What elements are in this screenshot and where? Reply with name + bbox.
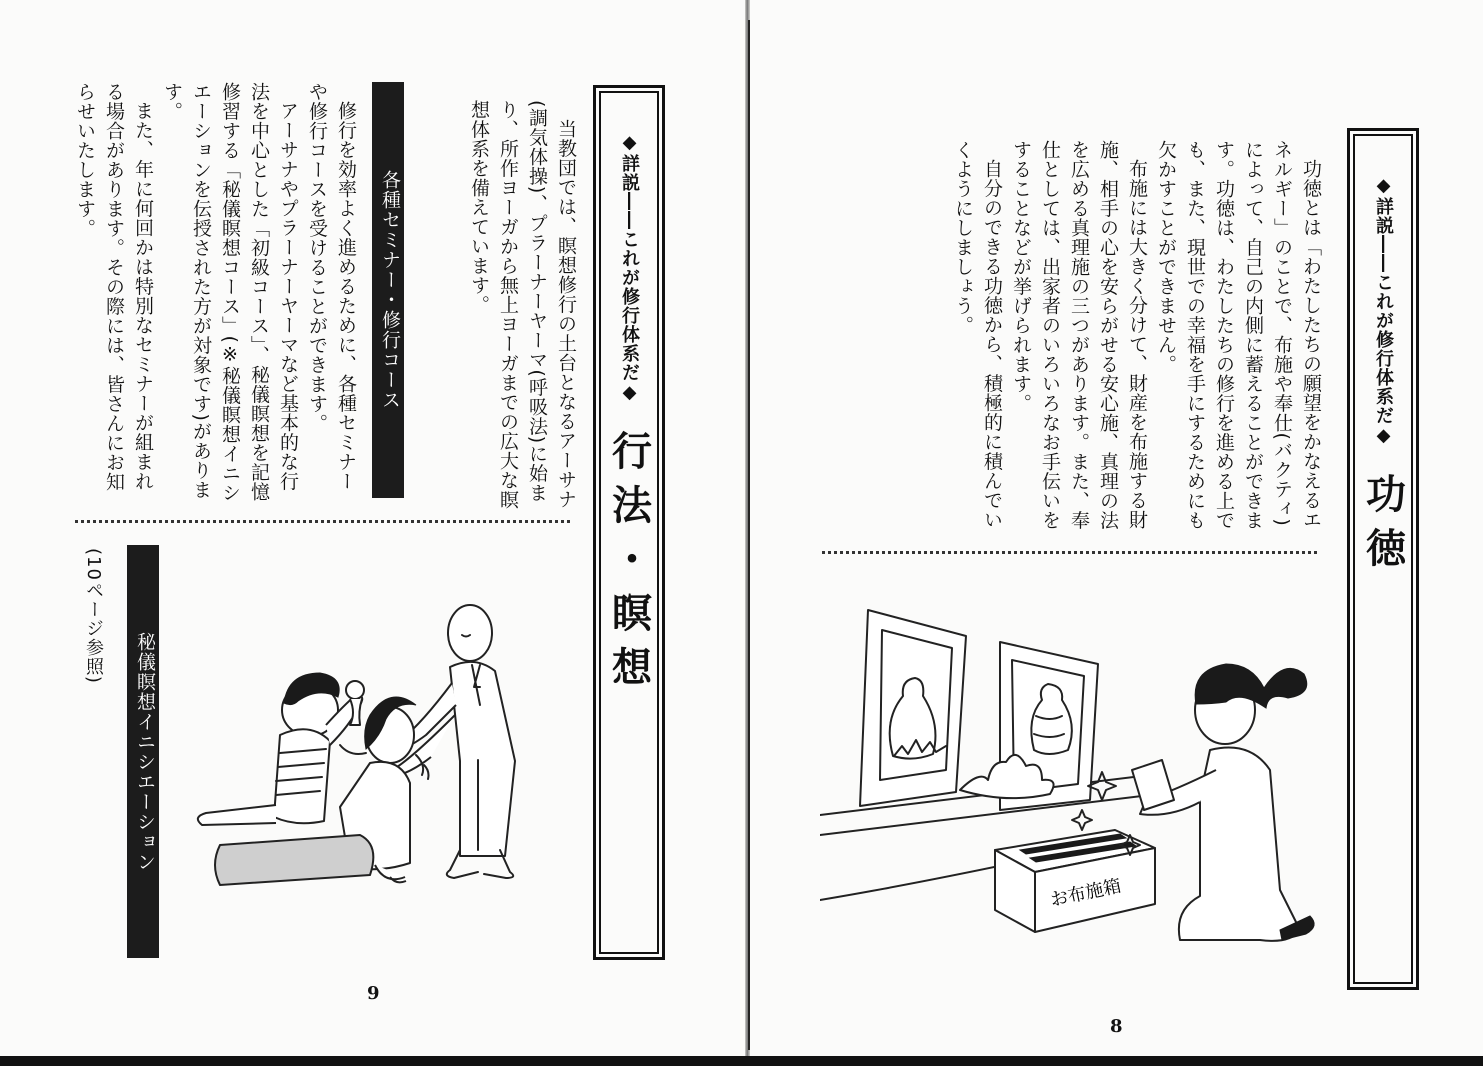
intro-paragraph: 当教団では、瞑想修行の土台となるアーサナ(調気体操)、プラーナーヤーマ(呼吸法)に始まり、所作ヨーガから無上ヨーガまでの広大な瞑想体系を備えています。 [468, 100, 577, 510]
seminar-text [74, 82, 360, 507]
altar-offering-illustration [820, 600, 1320, 950]
donation-box-label: お布施箱 [1048, 875, 1124, 912]
section-label-initiation: 秘儀瞑想イニシエーション [127, 545, 159, 958]
kudoku-text [952, 140, 1325, 540]
page-title: 行法・瞑想 [605, 430, 653, 700]
intro-text [440, 100, 580, 520]
seminar-paragraph-2: アーサナやプラーナーヤーマなど基本的な行法を中心とした「初級コース」、秘儀瞑想を記憶修習する「秘儀瞑想コース」(※秘儀瞑想イニシエーションを伝授された方が対象です)があります。 [161, 82, 299, 503]
page-title: 功徳 [1359, 473, 1407, 581]
page-8 [750, 0, 1483, 1066]
title-box-kudoku [1347, 128, 1419, 990]
title-subheading: ◆詳説――これが修行体系だ◆ [619, 132, 640, 404]
title-box-gyoho-meiso [593, 85, 665, 960]
title-subheading: ◆詳説――これが修行体系だ◆ [1373, 175, 1394, 447]
seminar-paragraph-1: 修行を効率よく進めるために、各種セミナーや修行コースを受けることができます。 [306, 82, 357, 491]
page-number: 9 [367, 983, 380, 1004]
teacher-and-students-illustration [180, 595, 570, 905]
kudoku-paragraph-2: 布施には大きく分けて、財産を布施する財施、相手の心を安らがせる安心施、真理の法を広める真理施の三つがあります。また、奉仕としては、出家者のいろいろなお手伝いをすることなどが挙げられます。 [1010, 140, 1148, 530]
seminar-paragraph-3: また、年に何回かは特別なセミナーが組まれる場合があります。その際には、皆さんにお知らせいたします。 [74, 82, 154, 492]
scan-bottom-edge [0, 1056, 1483, 1066]
section-divider [75, 520, 570, 523]
section-label-seminar: 各種セミナー・修行コース [372, 82, 404, 498]
reference-note: (10ページ参照) [83, 548, 104, 684]
kudoku-paragraph-1: 功徳とは「わたしたちの願望をかなえるエネルギー」のことで、布施や奉仕(バクティ)によって、自己の内側に蓄えることができます。功徳は、わたしたちの修行を進める上でも、また、現世での幸福を手にするためにも欠かすことができません。 [1155, 140, 1322, 530]
kudoku-paragraph-3: 自分のできる功徳から、積極的に積んでいくようにしましょう。 [952, 140, 1003, 530]
section-divider [822, 551, 1317, 554]
page-number: 8 [1110, 1016, 1123, 1037]
